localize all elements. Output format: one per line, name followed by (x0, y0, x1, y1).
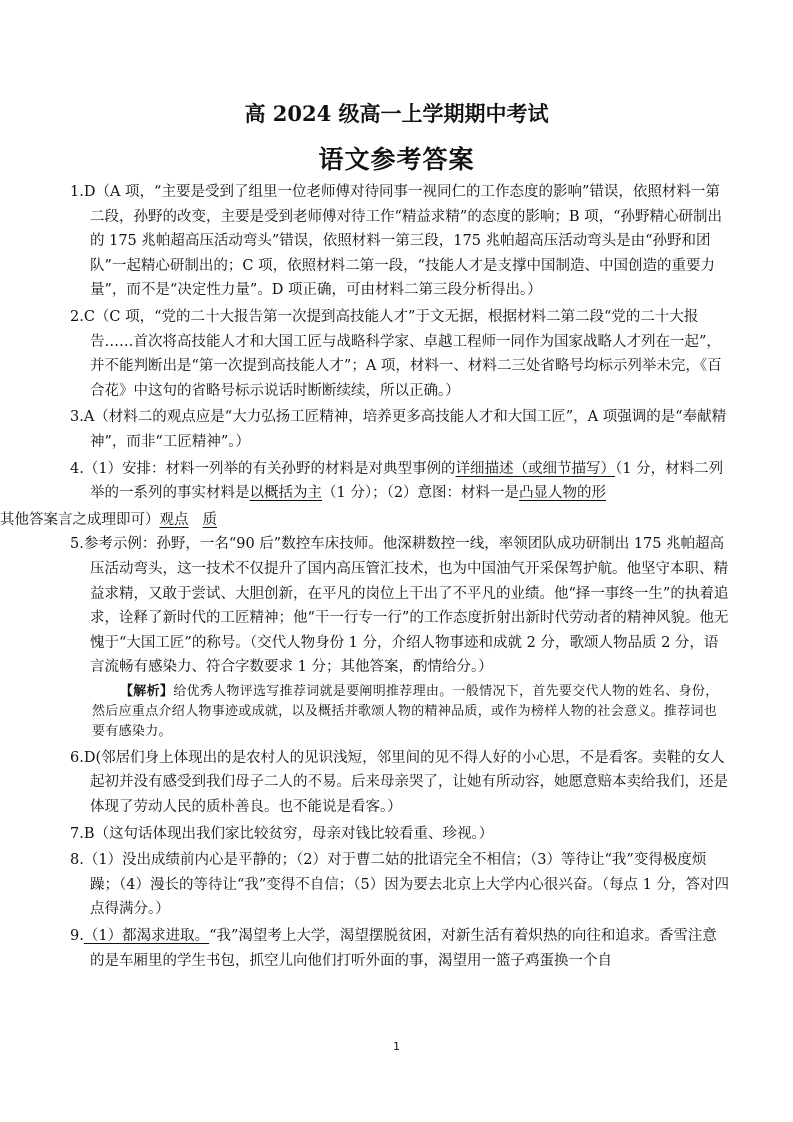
answer-q7: 7.B（这句话体现出我们家比较贫穷，母亲对钱比较看重、珍视。） (70, 825, 494, 842)
exam-title: 高 2024 级高一上学期期中考试 (244, 101, 549, 126)
answer-key-title: 语文参考答案 (318, 145, 475, 174)
q4-overflow-row (0, 508, 730, 533)
q9-text: “我”渴望考上大学，渴望摆脱贫困，对新生活有着炽热的向往和追求。香雪注意的是车厢里的学生书包，抓空儿向他们打听外面的事，渴望用一篮子鸡蛋换一个自 (90, 928, 717, 969)
analysis-label: 【解析】 (120, 683, 174, 699)
q4-overflow-text-b: 质 (202, 511, 217, 528)
q4-overflow-line (0, 508, 217, 533)
q4-text-b: （1 分，材料二列举的一系列的事实材料是 (90, 460, 724, 502)
q4-underline-3: 凸显人物的形 (519, 485, 607, 502)
q4-text-c: （1 分）；（2）意图：材料一是 (322, 485, 520, 502)
answer-q4 (70, 457, 730, 506)
answer-q5: 5.参考示例：孙野，一名“90 后”数控车床技师。他深耕数控一线，率领团队成功研制出 175 兆帕超高压活动弯头，这一技术不仅提升了国内高压管汇技术，也为中国油气开采保驾护航。他坚守本职、精益求精，又敢于尝试、大胆创新，在平凡的岗位上干出了不平凡的业绩。他“择一事终一生”的执着追求，诠释了新时代的工匠精神；他“干一行专一行”的工作态度折射出新时代劳动者的精神风貌。他无愧于“大国工匠”的称号。（交代人物身份 1 分，介绍人物事迹和成就 2 分，歌颂人物品质 2 分，语言流畅有感染力、符合字数要求 1 分；其他答案，酌情给分。） (70, 536, 729, 676)
answer-q8: 8.（1）没出成绩前内心是平静的；（2）对于曹二姑的批语完全不相信；（3）等待让“我”变得极度烦躁；（4）漫长的等待让“我”变得不自信；（5）因为要去北京上大学内心很兴奋。（每点 1 分，答对四点得满分。） (70, 852, 729, 918)
answer-q9 (70, 924, 730, 973)
answer-body (0, 180, 730, 975)
q4-overflow-underline: 观点 (159, 511, 189, 528)
q4-text-a: 4.（1）安排：材料一列举的有关孙野的材料是对典型事例的 (70, 460, 456, 477)
page-number: 1 (393, 1040, 400, 1053)
q9-underline: （1）都渴求进取。 (83, 928, 210, 945)
q9-number: 9. (70, 928, 84, 945)
answer-q6: 6.D(邻居们身上体现出的是农村人的见识浅短，邻里间的见不得人好的小心思，不是看客。卖鞋的女人起初并没有感受到我们母子二人的不易。后来母亲哭了，让她有所动容，她愿意赔本卖给我们，还是体现了劳动人民的质朴善良。也不能说是看客。） (70, 749, 728, 816)
q4-underline-1: 详细描述（或细节描写） (455, 460, 616, 477)
q4-overflow-text-a: 其他答案言之成理即可） (0, 511, 160, 528)
q4-underline-2: 以概括为主 (249, 485, 322, 502)
analysis-text: 给优秀人物评选写推荐词就是要阐明推荐理由。一般情况下，首先要交代人物的姓名、身份，然后应重点介绍人物事迹或成就，以及概括并歌颂人物的精神品质，或作为榜样人物的社会意义。推荐词也要有感染力。 (92, 683, 719, 739)
answer-q3: 3.A（材料二的观点应是“大力弘扬工匠精神，培养更多高技能人才和大国工匠”，A 项强调的是“奉献精神”，而非“工匠精神”。） (70, 409, 727, 450)
analysis-note (70, 682, 730, 742)
answer-q1: 1.D（A 项，“主要是受到了组里一位老师傅对待同事一视同仁的工作态度的影响”错误，依照材料一第二段，孙野的改变，主要是受到老师傅对待工作“精益求精”的态度的影响；B 项，“孙野精心研制出的 175 兆帕超高压活动弯头”错误，依照材料一第三段，175 兆帕超高压活动弯头是由“孙野和团队”一起精心研制出的；C 项，依照材料二第一段，“技能人才是支撑中国制造、中国创造的重要力量”，而不是“决定性力量”。D 项正确，可由材料二第三段分析得出。） (70, 184, 722, 299)
answer-q2: 2.C（C 项，“党的二十大报告第一次提到高技能人才”于文无据，根据材料二第二段“党的二十大报告……首次将高技能人才和大国工匠与战略科学家、卓越工程师一同作为国家战略人才列在一起”，并不能判断出是“第一次提到高技能人才”；A 项，材料一、材料二三处省略号均标示列举未完，《百合花》中这句的省略号标示说话时断断续续，所以正确。） (70, 308, 722, 399)
